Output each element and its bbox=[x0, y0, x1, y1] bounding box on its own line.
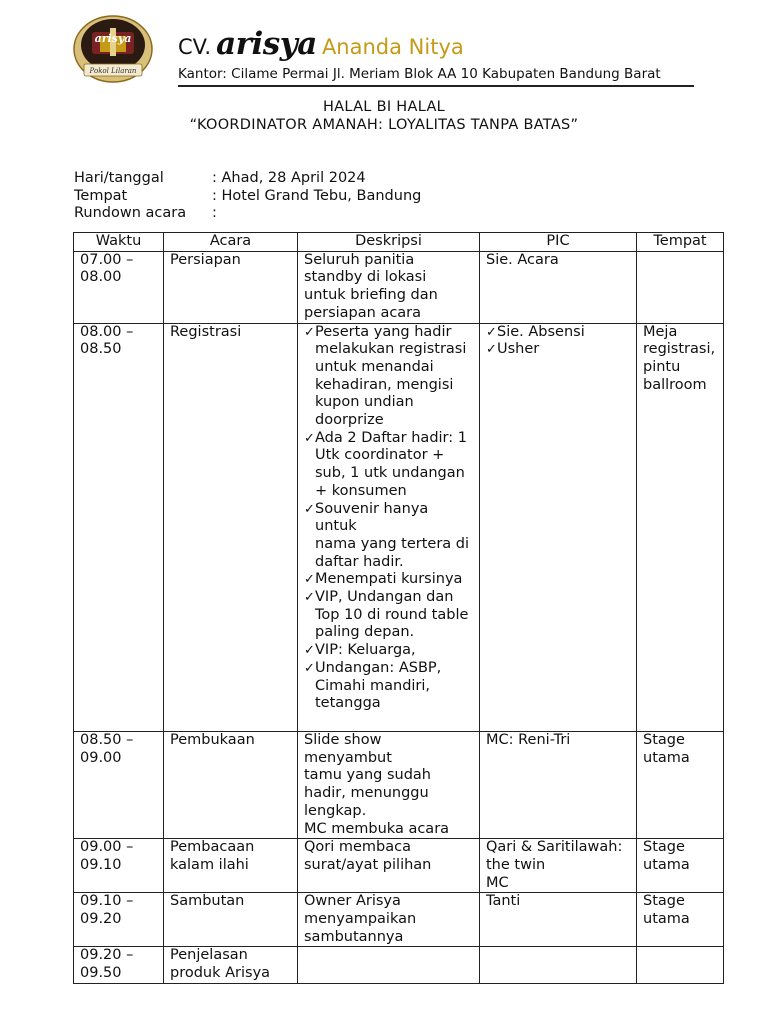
cell-line: 08.50 bbox=[80, 341, 122, 358]
cell-tempat bbox=[637, 893, 724, 947]
info-value: : Ahad, 28 April 2024 bbox=[212, 170, 366, 186]
checklist-line: VIP, Undangan dan bbox=[315, 589, 454, 606]
checklist-item bbox=[486, 341, 630, 359]
cell-acara bbox=[164, 947, 298, 983]
column-header-pic: PIC bbox=[480, 233, 637, 252]
cell-waktu bbox=[74, 323, 164, 731]
column-header-acara: Acara bbox=[164, 233, 298, 252]
checkmark-icon: ✓ bbox=[304, 572, 315, 588]
cell-line: surat/ayat pilihan bbox=[304, 856, 432, 873]
cell-tempat bbox=[637, 839, 724, 893]
checklist-item bbox=[304, 501, 473, 572]
cell-line: Sambutan bbox=[170, 893, 245, 910]
cell-line: produk Arisya bbox=[170, 965, 271, 982]
cell-acara bbox=[164, 893, 298, 947]
info-label: Hari/tanggal bbox=[74, 170, 164, 186]
cell-tempat bbox=[637, 251, 724, 323]
checklist-line: tetangga bbox=[315, 695, 381, 712]
cell-acara bbox=[164, 731, 298, 838]
checkmark-icon: ✓ bbox=[304, 324, 315, 340]
cell-deskripsi bbox=[298, 251, 480, 323]
checklist bbox=[486, 324, 630, 359]
table-row bbox=[74, 893, 724, 947]
cell-line: 07.00 – bbox=[80, 251, 134, 268]
cell-line: menyampaikan bbox=[304, 911, 417, 928]
cell-pic bbox=[480, 839, 637, 893]
cell-acara bbox=[164, 839, 298, 893]
checklist-line: paling depan. bbox=[315, 624, 415, 641]
info-row-date bbox=[74, 170, 421, 188]
cell-line: registrasi, bbox=[643, 341, 716, 358]
cell-line: utama bbox=[643, 749, 690, 766]
checklist-item bbox=[304, 430, 473, 501]
cell-line: MC bbox=[486, 874, 509, 891]
cell-pic bbox=[480, 893, 637, 947]
checklist-item bbox=[486, 324, 630, 342]
cell-line: Registrasi bbox=[170, 323, 242, 340]
info-label: Rundown acara bbox=[74, 205, 187, 221]
cell-line: 09.00 bbox=[80, 749, 122, 766]
checkmark-icon: ✓ bbox=[304, 643, 315, 659]
checklist-line: Top 10 di round table bbox=[315, 606, 469, 623]
table-row bbox=[74, 251, 724, 323]
checkmark-icon: ✓ bbox=[304, 590, 315, 606]
cell-line: sambutannya bbox=[304, 928, 404, 945]
info-value: : bbox=[212, 205, 217, 221]
cell-line: ballroom bbox=[643, 376, 707, 393]
cell-line: MC membuka acara bbox=[304, 820, 450, 837]
cell-line: Qori membaca bbox=[304, 839, 412, 856]
info-label: Tempat bbox=[74, 187, 128, 204]
company-logo bbox=[72, 14, 154, 84]
cell-line: 09.10 bbox=[80, 856, 122, 873]
checklist-line: Souvenir hanya untuk bbox=[315, 500, 429, 535]
cell-pic bbox=[480, 323, 637, 731]
cell-line: untuk briefing dan bbox=[304, 287, 438, 304]
cell-line: persiapan acara bbox=[304, 304, 422, 321]
header-divider bbox=[178, 85, 694, 87]
cell-line: Qari & Saritilawah: bbox=[486, 839, 623, 856]
checklist-line: Sie. Absensi bbox=[497, 323, 585, 340]
cell-line: lengkap. bbox=[304, 802, 367, 819]
checklist-line: Utk coordinator + bbox=[315, 447, 445, 464]
table-row bbox=[74, 947, 724, 983]
cell-line: Penjelasan bbox=[170, 947, 248, 964]
cell-waktu bbox=[74, 839, 164, 893]
logo-brand-text: arisya bbox=[94, 32, 132, 45]
cell-acara bbox=[164, 323, 298, 731]
document-title: HALAL BI HALAL bbox=[322, 99, 446, 115]
checkmark-icon: ✓ bbox=[304, 660, 315, 676]
cell-line: the twin bbox=[486, 856, 546, 873]
checklist-line: sub, 1 utk undangan bbox=[315, 465, 465, 482]
checklist-line: + konsumen bbox=[315, 482, 407, 499]
company-name-rest: Ananda Nitya bbox=[321, 35, 464, 59]
column-header-tempat: Tempat bbox=[637, 233, 724, 252]
cell-line: Persiapan bbox=[170, 251, 241, 268]
checklist-line: kupon undian bbox=[315, 394, 414, 411]
checklist-item bbox=[304, 589, 473, 642]
cell-line: kalam ilahi bbox=[170, 856, 249, 873]
checklist-line: Undangan: ASBP, bbox=[315, 659, 442, 676]
rundown-body bbox=[74, 251, 724, 983]
table-header-row bbox=[74, 233, 724, 252]
cell-line: Seluruh panitia bbox=[304, 251, 415, 268]
checkmark-icon: ✓ bbox=[304, 501, 315, 517]
cell-line: Pembukaan bbox=[170, 731, 255, 748]
cell-line: Pembacaan bbox=[170, 839, 255, 856]
cell-line: hadir, menunggu bbox=[304, 785, 429, 802]
cell-line: MC: Reni-Tri bbox=[486, 731, 571, 748]
cell-deskripsi bbox=[298, 947, 480, 983]
column-header-deskripsi: Deskripsi bbox=[298, 233, 480, 252]
cell-line: Tanti bbox=[486, 893, 521, 910]
cell-deskripsi bbox=[298, 323, 480, 731]
cell-line: 09.00 – bbox=[80, 839, 134, 856]
checklist-item bbox=[304, 571, 473, 589]
cell-waktu bbox=[74, 947, 164, 983]
cell-deskripsi bbox=[298, 731, 480, 838]
cell-line: Slide show menyambut bbox=[304, 731, 392, 766]
cell-pic bbox=[480, 251, 637, 323]
company-prefix: CV. bbox=[178, 35, 211, 59]
cell-line: Stage bbox=[643, 839, 685, 856]
checklist-line: untuk menandai bbox=[315, 358, 434, 375]
cell-line: 09.10 – bbox=[80, 893, 134, 910]
cell-tempat bbox=[637, 731, 724, 838]
cell-line: 08.00 – bbox=[80, 323, 134, 340]
info-row-place bbox=[74, 188, 421, 206]
checkmark-icon: ✓ bbox=[486, 342, 497, 358]
checklist-line: nama yang tertera di bbox=[315, 535, 470, 552]
event-info bbox=[74, 170, 421, 223]
checkmark-icon: ✓ bbox=[486, 324, 497, 340]
cell-line: Owner Arisya bbox=[304, 893, 401, 910]
company-address: Kantor: Cilame Permai Jl. Meriam Blok AA 10 Kabupaten Bandung Barat bbox=[178, 66, 661, 82]
cell-pic bbox=[480, 947, 637, 983]
checklist-line: daftar hadir. bbox=[315, 553, 404, 570]
cell-line: Stage bbox=[643, 731, 685, 748]
table-row bbox=[74, 839, 724, 893]
company-name bbox=[178, 26, 464, 62]
cell-waktu bbox=[74, 251, 164, 323]
checklist-line: kehadiran, mengisi bbox=[315, 376, 454, 393]
info-row-rundown bbox=[74, 205, 421, 223]
checklist-line: Menempati kursinya bbox=[315, 571, 463, 588]
checklist-line: Ada 2 Daftar hadir: 1 bbox=[315, 429, 467, 446]
document-subtitle: “KOORDINATOR AMANAH: LOYALITAS TANPA BATAS” bbox=[189, 117, 579, 133]
cell-line: standby di lokasi bbox=[304, 269, 427, 286]
checklist-line: Cimahi mandiri, bbox=[315, 677, 431, 694]
cell-waktu bbox=[74, 731, 164, 838]
cell-line: Sie. Acara bbox=[486, 251, 559, 268]
cell-deskripsi bbox=[298, 839, 480, 893]
company-name-script: arisya bbox=[216, 26, 317, 62]
checklist-line: Usher bbox=[497, 341, 540, 358]
info-value: : Hotel Grand Tebu, Bandung bbox=[212, 187, 422, 204]
table-row bbox=[74, 731, 724, 838]
cell-line: 09.20 bbox=[80, 911, 122, 928]
cell-tempat bbox=[637, 947, 724, 983]
checklist bbox=[304, 324, 473, 713]
cell-line: tamu yang sudah bbox=[304, 767, 431, 784]
cell-line: 08.50 – bbox=[80, 731, 134, 748]
checklist-item bbox=[304, 324, 473, 430]
cell-line: Meja bbox=[643, 323, 678, 340]
cell-line: pintu bbox=[643, 358, 681, 375]
checklist-item bbox=[304, 642, 473, 660]
cell-tempat bbox=[637, 323, 724, 731]
cell-line: 09.20 – bbox=[80, 947, 134, 964]
checklist-line: doorprize bbox=[315, 412, 384, 429]
cell-acara bbox=[164, 251, 298, 323]
cell-waktu bbox=[74, 893, 164, 947]
checklist-line: VIP: Keluarga, bbox=[315, 642, 416, 659]
cell-line: Stage bbox=[643, 893, 685, 910]
checklist-line: melakukan registrasi bbox=[315, 341, 467, 358]
cell-deskripsi bbox=[298, 893, 480, 947]
cell-line: 08.00 bbox=[80, 269, 122, 286]
table-row bbox=[74, 323, 724, 731]
checklist-line: Peserta yang hadir bbox=[315, 323, 452, 340]
rundown-table bbox=[73, 232, 724, 984]
checklist-item bbox=[304, 660, 473, 713]
cell-pic bbox=[480, 731, 637, 838]
column-header-waktu: Waktu bbox=[74, 233, 164, 252]
checkmark-icon: ✓ bbox=[304, 430, 315, 446]
cell-line: 09.50 bbox=[80, 965, 122, 982]
cell-line: utama bbox=[643, 856, 690, 873]
cell-line: utama bbox=[643, 911, 690, 928]
logo-subtext: Pokol Lilaran bbox=[89, 67, 137, 75]
